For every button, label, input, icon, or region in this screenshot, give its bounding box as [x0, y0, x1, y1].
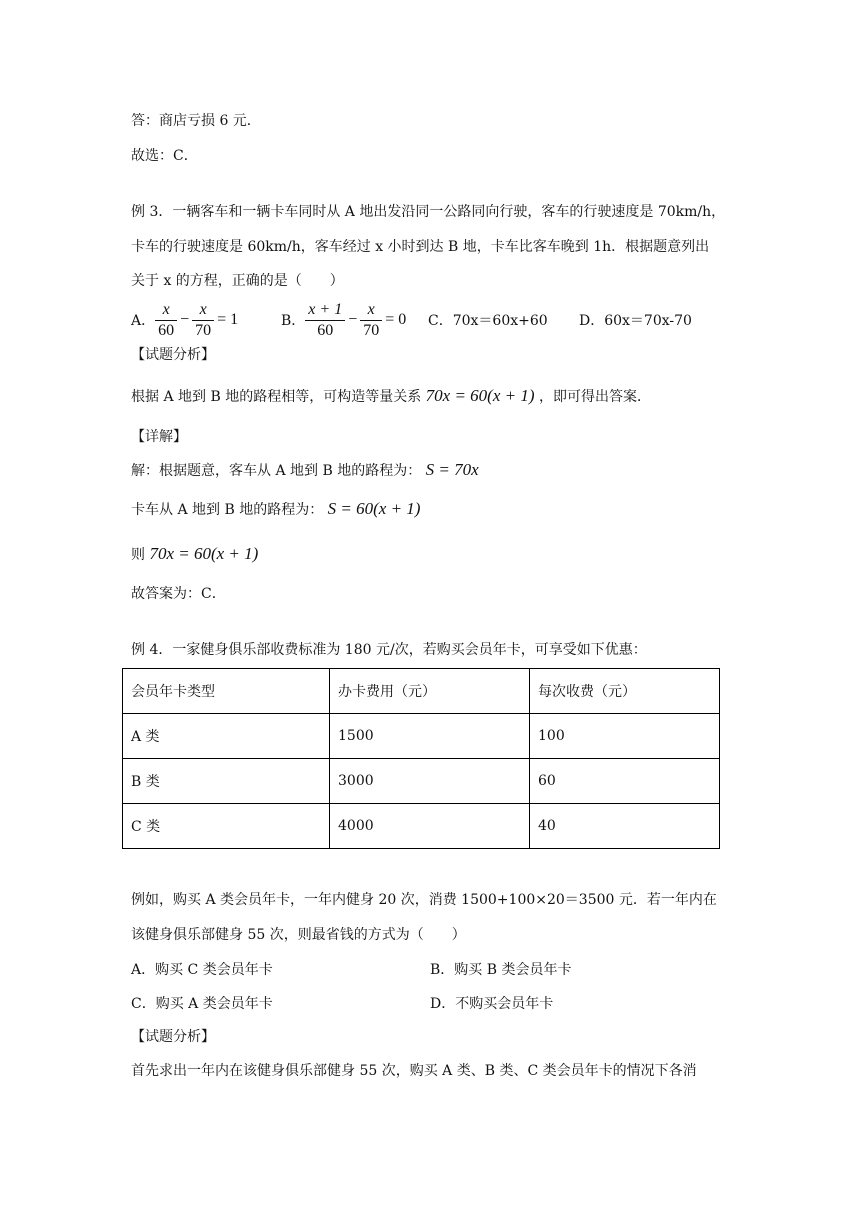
- example-4-intro: 例 4．一家健身俱乐部收费标准为 180 元/次，若购买会员年卡，可享受如下优惠：: [131, 642, 647, 658]
- analysis-heading-2: 【试题分析】: [131, 1029, 215, 1045]
- option-b: B． $\frac{x + 1}{60}$ − $\frac{x}{70}$ = 0: [281, 300, 407, 339]
- table-header-row: [123, 669, 720, 714]
- table-row: [123, 759, 720, 804]
- fraction: $\frac{x}{70}$: [360, 300, 382, 341]
- option-d: D．60x＝70x-70: [579, 313, 692, 329]
- formula: S = 60(x + 1): [327, 499, 421, 518]
- choice-a: A．购买 C 类会员年卡: [131, 962, 273, 978]
- fraction: $\frac{x + 1}{60}$: [305, 300, 345, 341]
- detail-line-2: 卡车从 A 地到 B 地的路程为： S = 60(x + 1): [131, 499, 421, 518]
- analysis-text: 根据 A 地到 B 地的路程相等，可构造等量关系 70x = 60(x + 1) ，即可得出答案．: [131, 386, 651, 405]
- table-cell: C 类: [123, 804, 330, 849]
- table-cell: 1500: [330, 714, 530, 759]
- choice-d: D．不购买会员年卡: [430, 996, 554, 1012]
- fraction: $\frac{x}{70}$: [192, 300, 214, 341]
- option-c: C．70x＝60x+60: [428, 313, 548, 329]
- fraction: $\frac{x}{60}$: [155, 300, 177, 341]
- option-a: A． $\frac{x}{60}$ − $\frac{x}{70}$ = 1: [131, 300, 239, 339]
- formula: 70x = 60(x + 1): [425, 386, 535, 405]
- detail-line-3: 则 70x = 60(x + 1): [131, 544, 259, 563]
- example-3-line-3: 关于 x 的方程，正确的是（ ）: [131, 273, 344, 289]
- example-3-line-1: 例 3．一辆客车和一辆卡车同时从 A 地出发沿同一公路同向行驶，客车的行驶速度是 70km/h，: [131, 204, 726, 220]
- table-header: 每次收费（元）: [530, 669, 720, 714]
- choice-c: C．购买 A 类会员年卡: [131, 996, 273, 1012]
- table-cell: 4000: [330, 804, 530, 849]
- choice-b: B．购买 B 类会员年卡: [430, 962, 572, 978]
- table-cell: 3000: [330, 759, 530, 804]
- detail-line-1: 解：根据题意，客车从 A 地到 B 地的路程为： S = 70x: [131, 460, 479, 479]
- analysis-text-2: 首先求出一年内在该健身俱乐部健身 55 次，购买 A 类、B 类、C 类会员年卡的情况下各消: [131, 1063, 697, 1079]
- formula: 70x = 60(x + 1): [149, 544, 259, 563]
- table-row: [123, 714, 720, 759]
- table-cell: 60: [530, 759, 720, 804]
- table-header: 会员年卡类型: [123, 669, 330, 714]
- table-cell: B 类: [123, 759, 330, 804]
- table-row: [123, 804, 720, 849]
- detail-heading: 【详解】: [131, 429, 187, 445]
- example-3-line-2: 卡车的行驶速度是 60km/h，客车经过 x 小时到达 B 地，卡车比客车晚到 1h．根据题意列出: [131, 239, 710, 255]
- example-4-text-2: 该健身俱乐部健身 55 次，则最省钱的方式为（ ）: [131, 927, 466, 943]
- example-4-text-1: 例如，购买 A 类会员年卡，一年内健身 20 次，消费 1500+100×20＝3500 元．若一年内在: [131, 892, 717, 908]
- table-cell: A 类: [123, 714, 330, 759]
- table-cell: 40: [530, 804, 720, 849]
- table-header: 办卡费用（元）: [330, 669, 530, 714]
- table-cell: 100: [530, 714, 720, 759]
- example-3-options: [131, 298, 751, 342]
- choice-line: 故选：C．: [131, 148, 198, 164]
- formula: S = 70x: [425, 460, 479, 479]
- analysis-heading: 【试题分析】: [131, 347, 215, 363]
- detail-line-4: 故答案为：C．: [131, 586, 226, 602]
- answer-line: 答：商店亏损 6 元．: [131, 113, 261, 129]
- membership-fee-table: [122, 668, 720, 849]
